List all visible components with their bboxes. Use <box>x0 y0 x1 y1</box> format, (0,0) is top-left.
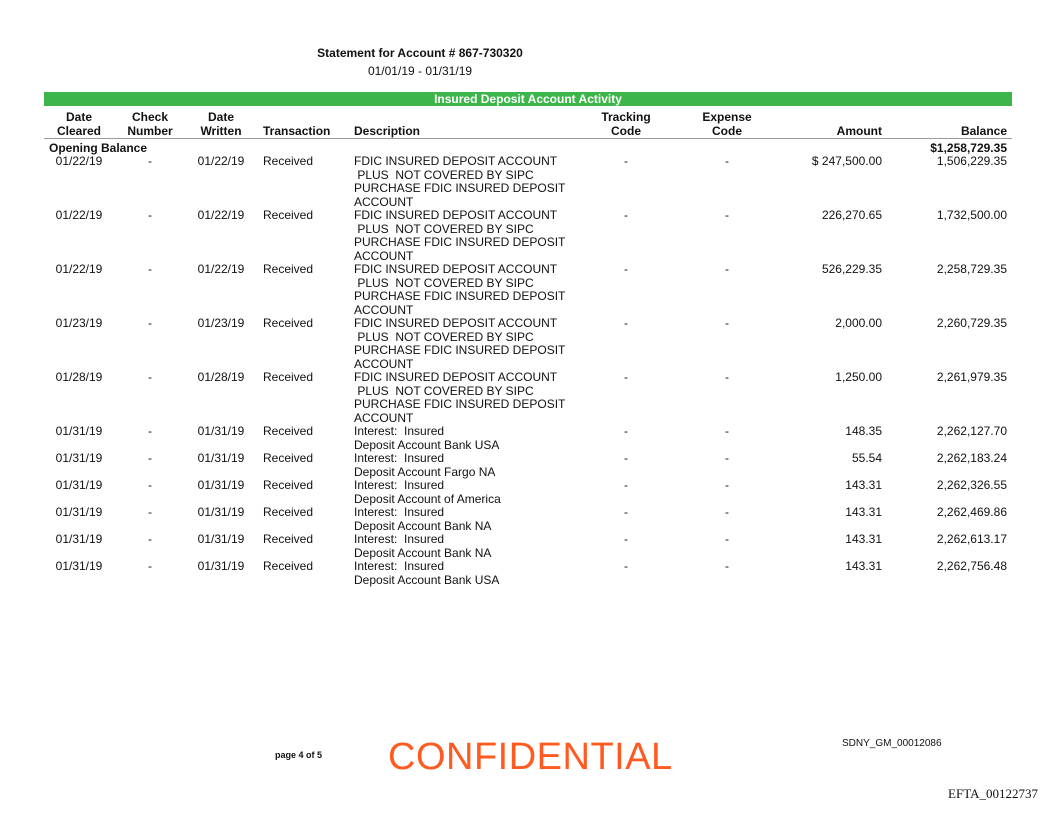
check-number-cell: - <box>148 262 152 276</box>
col-date-written: Date Written <box>200 110 242 138</box>
transaction-cell: Received <box>263 478 314 492</box>
description-line: Deposit Account Fargo NA <box>354 464 496 479</box>
amount-cell: 143.31 <box>845 559 882 573</box>
description-line: Interest: Insured <box>354 505 445 519</box>
description-line: PURCHASE FDIC INSURED DEPOSIT <box>354 397 566 411</box>
check-number-cell: - <box>148 424 152 438</box>
expense-code-cell: - <box>725 424 729 438</box>
col-check-number: Check Number <box>127 110 173 138</box>
bates-number: SDNY_GM_00012086 <box>842 738 942 749</box>
tracking-code-cell: - <box>624 424 628 438</box>
table-header <box>44 110 1012 139</box>
date-written-cell: 01/22/19 <box>197 262 245 276</box>
description-line: ACCOUNT <box>354 302 414 317</box>
expense-code-cell: - <box>725 262 729 276</box>
description-line: FDIC INSURED DEPOSIT ACCOUNT <box>354 208 558 222</box>
amount-cell: 148.35 <box>845 424 882 438</box>
tracking-code-cell: - <box>624 154 628 168</box>
check-number-cell: - <box>148 370 152 384</box>
balance-cell: 2,262,127.70 <box>936 424 1007 438</box>
date-cleared-cell: 01/23/19 <box>55 316 103 330</box>
balance-cell: 2,262,326.55 <box>936 478 1007 492</box>
description-line: PLUS NOT COVERED BY SIPC <box>354 383 534 398</box>
date-cleared-cell: 01/22/19 <box>55 262 103 276</box>
transaction-cell: Received <box>263 505 314 519</box>
transaction-cell: Received <box>263 262 314 276</box>
amount-cell: $ 247,500.00 <box>811 154 882 168</box>
balance-cell: 2,262,469.86 <box>936 505 1007 519</box>
check-number-cell: - <box>148 451 152 465</box>
amount-cell: 1,250.00 <box>835 370 882 384</box>
description-cell <box>354 560 574 587</box>
date-cleared-cell: 01/31/19 <box>55 559 103 573</box>
description-line: PLUS NOT COVERED BY SIPC <box>354 275 534 290</box>
description-line: FDIC INSURED DEPOSIT ACCOUNT <box>354 262 558 276</box>
date-written-cell: 01/22/19 <box>197 154 245 168</box>
expense-code-cell: - <box>725 316 729 330</box>
date-cleared-cell: 01/31/19 <box>55 505 103 519</box>
balance-cell: 2,262,756.48 <box>936 559 1007 573</box>
check-number-cell: - <box>148 532 152 546</box>
transaction-cell: Received <box>263 370 314 384</box>
col-balance: Balance <box>960 124 1007 138</box>
description-line: Interest: Insured <box>354 559 445 573</box>
date-cleared-cell: 01/22/19 <box>55 208 103 222</box>
description-line: Deposit Account Bank USA <box>354 437 500 452</box>
date-written-cell: 01/31/19 <box>197 505 245 519</box>
description-line: FDIC INSURED DEPOSIT ACCOUNT <box>354 154 558 168</box>
date-written-cell: 01/28/19 <box>197 370 245 384</box>
statement-title: Statement for Account # 867-730320 <box>317 46 523 60</box>
col-tracking-code: Tracking Code <box>601 110 651 138</box>
description-line: PLUS NOT COVERED BY SIPC <box>354 221 534 236</box>
date-written-cell: 01/31/19 <box>197 424 245 438</box>
tracking-code-cell: - <box>624 316 628 330</box>
amount-cell: 143.31 <box>845 532 882 546</box>
date-cleared-cell: 01/31/19 <box>55 451 103 465</box>
description-line: PLUS NOT COVERED BY SIPC <box>354 329 534 344</box>
description-line: Deposit Account Bank NA <box>354 545 492 560</box>
description-cell <box>354 506 574 533</box>
expense-code-cell: - <box>725 154 729 168</box>
description-line: PURCHASE FDIC INSURED DEPOSIT <box>354 181 566 195</box>
col-amount: Amount <box>836 124 882 138</box>
description-cell <box>354 452 574 479</box>
amount-cell: 2,000.00 <box>835 316 882 330</box>
description-line: Interest: Insured <box>354 451 445 465</box>
section-banner: Insured Deposit Account Activity <box>44 92 1012 106</box>
col-date-cleared: Date Cleared <box>56 110 102 138</box>
col-expense-code: Expense Code <box>702 110 752 138</box>
description-line: Interest: Insured <box>354 424 445 438</box>
description-cell <box>354 425 574 452</box>
balance-cell: 2,262,183.24 <box>936 451 1007 465</box>
description-cell <box>354 155 574 209</box>
amount-cell: 226,270.65 <box>821 208 882 222</box>
description-line: PLUS NOT COVERED BY SIPC <box>354 167 534 182</box>
balance-cell: 2,260,729.35 <box>936 316 1007 330</box>
description-cell <box>354 371 574 425</box>
description-line: ACCOUNT <box>354 194 414 209</box>
description-line: Deposit Account of America <box>354 491 501 506</box>
balance-cell: 1,732,500.00 <box>936 208 1007 222</box>
tracking-code-cell: - <box>624 370 628 384</box>
tracking-code-cell: - <box>624 262 628 276</box>
page-number: page 4 of 5 <box>275 750 323 760</box>
transaction-cell: Received <box>263 424 314 438</box>
expense-code-cell: - <box>725 478 729 492</box>
description-line: Interest: Insured <box>354 478 445 492</box>
description-line: FDIC INSURED DEPOSIT ACCOUNT <box>354 370 558 384</box>
tracking-code-cell: - <box>624 559 628 573</box>
description-line: Deposit Account Bank USA <box>354 572 500 587</box>
description-line: FDIC INSURED DEPOSIT ACCOUNT <box>354 316 558 330</box>
date-written-cell: 01/31/19 <box>197 559 245 573</box>
date-written-cell: 01/31/19 <box>197 532 245 546</box>
efta-number: EFTA_00122737 <box>948 786 1038 801</box>
col-description: Description <box>354 124 421 138</box>
check-number-cell: - <box>148 316 152 330</box>
description-cell <box>354 209 574 263</box>
date-cleared-cell: 01/28/19 <box>55 370 103 384</box>
description-line: PURCHASE FDIC INSURED DEPOSIT <box>354 343 566 357</box>
opening-balance-value: $1,258,729.35 <box>930 141 1007 155</box>
amount-cell: 55.54 <box>851 451 882 465</box>
description-line: ACCOUNT <box>354 248 414 263</box>
expense-code-cell: - <box>725 559 729 573</box>
description-cell <box>354 263 574 317</box>
transaction-cell: Received <box>263 532 314 546</box>
check-number-cell: - <box>148 505 152 519</box>
description-cell <box>354 479 574 506</box>
col-transaction: Transaction <box>263 124 331 138</box>
date-cleared-cell: 01/31/19 <box>55 532 103 546</box>
expense-code-cell: - <box>725 208 729 222</box>
check-number-cell: - <box>148 208 152 222</box>
expense-code-cell: - <box>725 532 729 546</box>
date-written-cell: 01/31/19 <box>197 478 245 492</box>
check-number-cell: - <box>148 559 152 573</box>
balance-cell: 1,506,229.35 <box>936 154 1007 168</box>
transaction-cell: Received <box>263 451 314 465</box>
date-cleared-cell: 01/31/19 <box>55 478 103 492</box>
date-written-cell: 01/22/19 <box>197 208 245 222</box>
description-line: PURCHASE FDIC INSURED DEPOSIT <box>354 289 566 303</box>
check-number-cell: - <box>148 154 152 168</box>
statement-date-range: 01/01/19 - 01/31/19 <box>367 64 473 78</box>
balance-cell: 2,261,979.35 <box>936 370 1007 384</box>
description-line: Deposit Account Bank NA <box>354 518 492 533</box>
description-line: PURCHASE FDIC INSURED DEPOSIT <box>354 235 566 249</box>
amount-cell: 526,229.35 <box>821 262 882 276</box>
description-line: ACCOUNT <box>354 410 414 425</box>
date-written-cell: 01/23/19 <box>197 316 245 330</box>
expense-code-cell: - <box>725 505 729 519</box>
tracking-code-cell: - <box>624 451 628 465</box>
amount-cell: 143.31 <box>845 478 882 492</box>
transaction-cell: Received <box>263 316 314 330</box>
tracking-code-cell: - <box>624 532 628 546</box>
balance-cell: 2,258,729.35 <box>936 262 1007 276</box>
description-line: ACCOUNT <box>354 356 414 371</box>
date-cleared-cell: 01/31/19 <box>55 424 103 438</box>
description-cell <box>354 317 574 371</box>
balance-cell: 2,262,613.17 <box>936 532 1007 546</box>
opening-balance-label: Opening Balance <box>49 141 148 155</box>
transaction-cell: Received <box>263 154 314 168</box>
tracking-code-cell: - <box>624 478 628 492</box>
transaction-cell: Received <box>263 208 314 222</box>
confidential-stamp: CONFIDENTIAL <box>388 736 673 778</box>
description-line: Interest: Insured <box>354 532 445 546</box>
expense-code-cell: - <box>725 451 729 465</box>
date-cleared-cell: 01/22/19 <box>55 154 103 168</box>
tracking-code-cell: - <box>624 505 628 519</box>
check-number-cell: - <box>148 478 152 492</box>
transaction-cell: Received <box>263 559 314 573</box>
amount-cell: 143.31 <box>845 505 882 519</box>
date-written-cell: 01/31/19 <box>197 451 245 465</box>
expense-code-cell: - <box>725 370 729 384</box>
description-cell <box>354 533 574 560</box>
tracking-code-cell: - <box>624 208 628 222</box>
